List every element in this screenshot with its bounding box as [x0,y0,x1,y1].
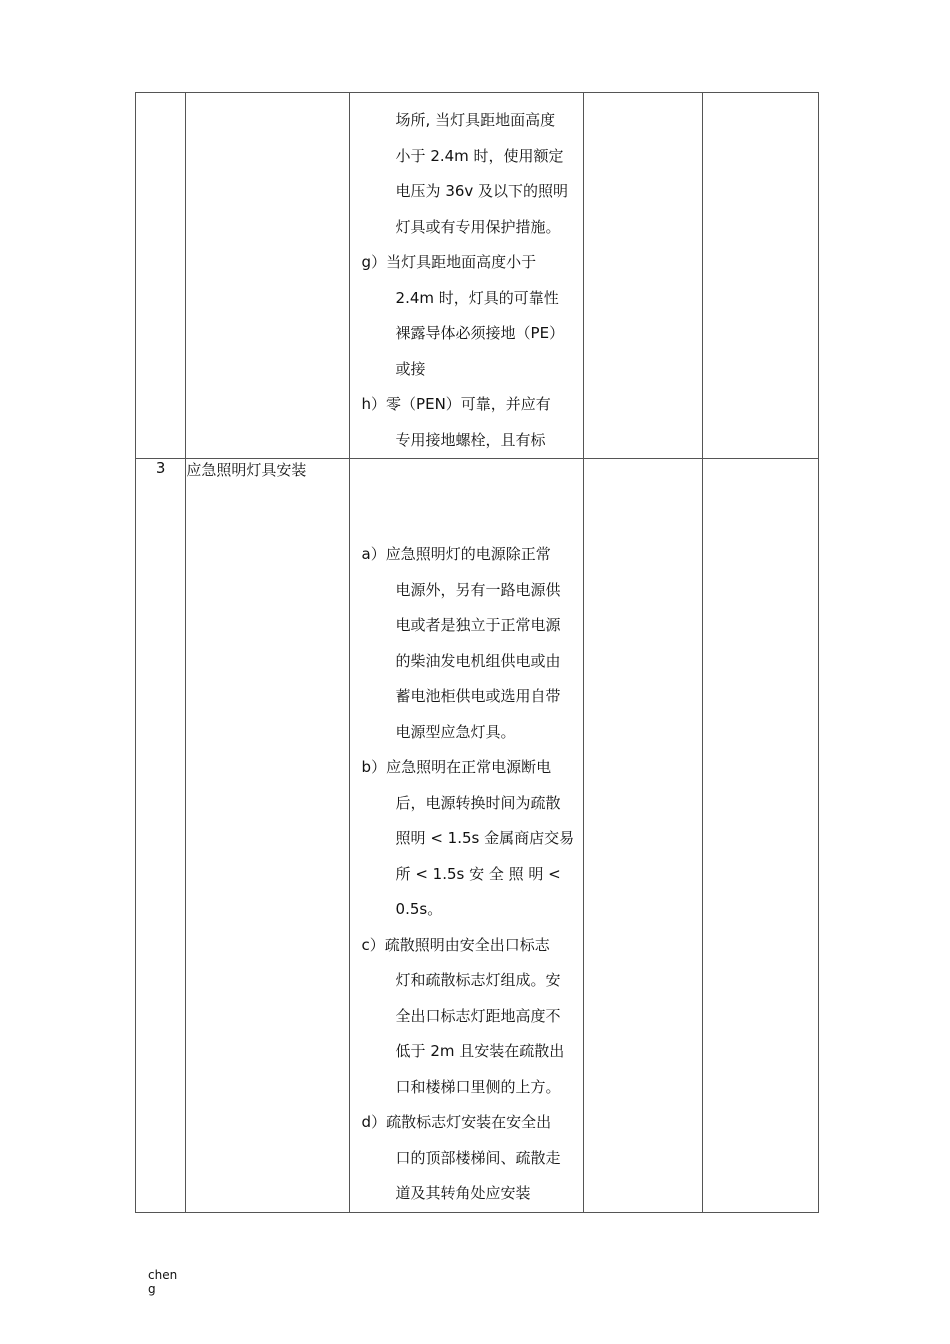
requirement-line: d）疏散标志灯安装在安全出 [361,1113,552,1131]
requirement-line: a）应急照明灯的电源除正常 [361,545,551,563]
table-row [136,459,819,1213]
requirement-line: 2.4m 时，灯具的可靠性 [395,288,559,307]
requirement-line: 小于 2.4m 时，使用额定 [395,146,564,165]
requirement-line: 灯具或有专用保护措施。 [395,217,561,236]
requirement-line: 蓄电池柜供电或选用自带 [395,687,561,705]
requirement-line: 电或者是独立于正常电源 [395,616,561,634]
requirement-line: 灯和疏散标志灯组成。安 [395,971,561,989]
item-name-cell [186,93,349,459]
requirement-text [350,93,584,458]
requirement-line: 裸露导体必须接地（PE） [395,324,565,342]
requirement-line: 的柴油发电机组供电或由 [395,651,561,670]
requirement-cell [349,93,584,459]
requirement-line: b）应急照明在正常电源断电 [361,758,552,776]
blank-cell [703,459,819,1213]
requirement-line: 道及其转角处应安装 [395,1184,531,1202]
blank-cell [584,459,703,1213]
requirement-line: 电源型应急灯具。 [395,722,516,741]
blank-cell [703,93,819,459]
requirement-line: c）疏散照明由安全出口标志 [361,935,550,954]
spec-table [135,92,819,1213]
requirement-line: 场所, 当灯具距地面高度 [395,111,556,129]
requirement-line: 低于 2m 且安装在疏散出 [395,1042,565,1060]
requirement-line: 所 < 1.5s 安 全 照 明 < [395,864,561,883]
table-row [136,93,819,459]
footer-note: cheng [148,1268,178,1296]
requirement-line: 后，电源转换时间为疏散 [395,793,561,812]
requirement-line: 电源外，另有一路电源供 [395,580,561,599]
blank-cell [584,93,703,459]
requirement-text [350,459,584,1212]
requirement-line: 专用接地螺栓，且有标 [395,430,546,449]
requirement-line: 0.5s。 [395,900,443,918]
requirement-line: 口的顶部楼梯间、疏散走 [395,1148,561,1167]
requirement-line: 全出口标志灯距地高度不 [395,1006,561,1025]
requirement-line: 照明 < 1.5s 金属商店交易 [395,829,575,847]
requirement-line: 或接 [395,359,426,378]
requirement-line: 口和楼梯口里侧的上方。 [395,1077,561,1096]
requirement-line: g）当灯具距地面高度小于 [361,253,537,271]
requirement-cell [349,459,584,1213]
row-number-cell [136,93,186,459]
row-number-cell: 3 [136,459,186,1213]
item-name-cell: 应急照明灯具安装 [186,459,349,1213]
requirement-line: h）零（PEN）可靠，并应有 [361,395,551,413]
requirement-line: 电压为 36v 及以下的照明 [395,182,569,200]
